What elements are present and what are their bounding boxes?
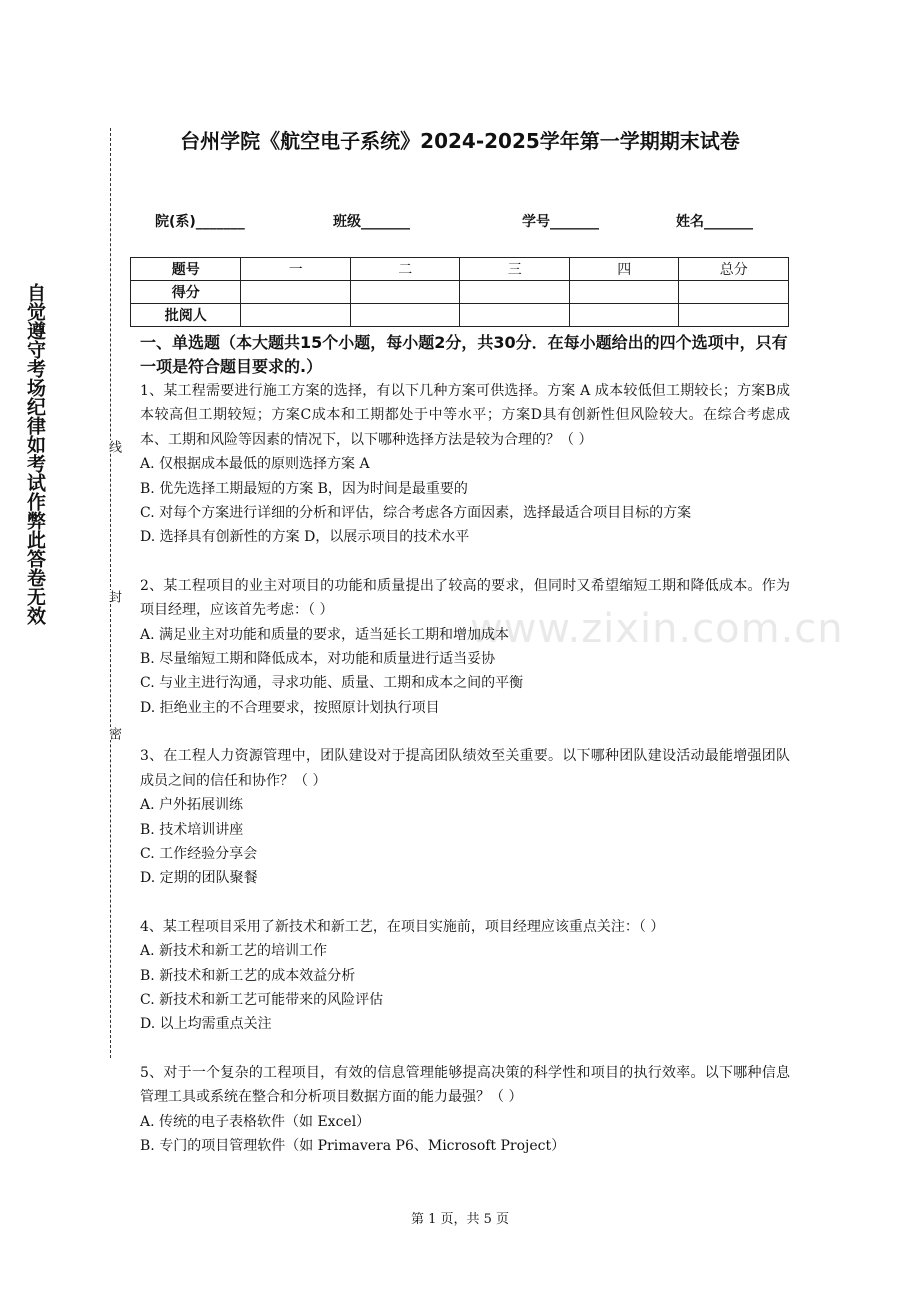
question-stem: 1、某工程需要进行施工方案的选择，有以下几种方案可供选择。方案 A 成本较低但工期较长；方案B成本较高但工期较短；方案C成本和工期都处于中等水平；方案D具有创新性但风险较大。在综合考虑成本、工期和风险等因素的情况下，以下哪种选择方法是较为合理的？（ ） <box>140 383 790 448</box>
question-stem: 2、某工程项目的业主对项目的功能和质量提出了较高的要求，但同时又希望缩短工期和降低成本。作为项目经理，应该首先考虑：（ ） <box>140 577 790 619</box>
student-id-field: 学号_______ <box>522 214 599 230</box>
score-row-label: 得分 <box>131 281 241 304</box>
class-field: 班级_______ <box>333 214 410 230</box>
score-table-row <box>131 304 789 327</box>
question-2 <box>140 574 790 720</box>
option-d: D. 拒绝业主的不合理要求，按照原计划执行项目 <box>140 699 440 716</box>
reviewer-cell[interactable] <box>460 304 570 327</box>
option-d: D. 以上均需重点关注 <box>140 1016 272 1033</box>
option-a: A. 仅根据成本最低的原则选择方案 A <box>140 456 370 473</box>
score-table-header-cell: 题号 <box>131 258 241 281</box>
option-c: C. 工作经验分享会 <box>140 845 258 862</box>
option-b: B. 专门的项目管理软件（如 Primavera P6、Microsoft Project） <box>140 1137 566 1154</box>
option-a: A. 新技术和新工艺的培训工作 <box>140 943 328 960</box>
question-stem: 5、对于一个复杂的工程项目，有效的信息管理能够提高决策的科学性和项目的执行效率。以下哪种信息管理工具或系统在整合和分析项目数据方面的能力最强？（ ） <box>140 1064 790 1106</box>
score-table-header-row <box>131 258 789 281</box>
option-b: B. 尽量缩短工期和降低成本，对功能和质量进行适当妥协 <box>140 651 496 668</box>
option-c: C. 对每个方案进行详细的分析和评估，综合考虑各方面因素，选择最适合项目目标的方案 <box>140 505 692 522</box>
option-b: B. 优先选择工期最短的方案 B，因为时间是最重要的 <box>140 480 468 497</box>
question-stem: 3、在工程人力资源管理中，团队建设对于提高团队绩效至关重要。以下哪种团队建设活动最能增强团队成员之间的信任和协作？（ ） <box>140 748 790 789</box>
option-d: D. 定期的团队聚餐 <box>140 870 258 887</box>
reviewer-cell[interactable] <box>679 304 789 327</box>
score-table <box>130 257 789 327</box>
question-5 <box>140 1061 790 1159</box>
exam-title: 台州学院《航空电子系统》2024-2025学年第一学期期末试卷 <box>180 129 740 153</box>
score-table-header-cell: 二 <box>350 258 460 281</box>
binding-mark-seal: 封 <box>106 590 121 603</box>
score-table-header-cell: 三 <box>460 258 570 281</box>
student-info-row <box>155 211 785 233</box>
option-b: B. 新技术和新工艺的成本效益分析 <box>140 967 356 984</box>
binding-mark-secret: 密 <box>106 727 121 740</box>
option-c: C. 新技术和新工艺可能带来的风险评估 <box>140 991 384 1008</box>
score-table-header-cell: 总分 <box>679 258 789 281</box>
reviewer-cell[interactable] <box>569 304 679 327</box>
option-a: A. 传统的电子表格软件（如 Excel） <box>140 1113 371 1130</box>
watermark-text: www.zixin.com.cn <box>470 606 844 652</box>
page-number: 第 1 页，共 5 页 <box>410 1212 510 1227</box>
score-cell[interactable] <box>569 281 679 304</box>
reviewer-cell[interactable] <box>350 304 460 327</box>
score-table-header-cell: 一 <box>241 258 351 281</box>
option-d: D. 选择具有创新性的方案 D，以展示项目的技术水平 <box>140 529 470 546</box>
question-3 <box>140 744 790 890</box>
exam-discipline-notice: 自觉遵守考场纪律如考试作弊此答卷无效 <box>24 283 46 625</box>
option-c: C. 与业主进行沟通，寻求功能、质量、工期和成本之间的平衡 <box>140 675 524 692</box>
score-cell[interactable] <box>460 281 570 304</box>
score-table-header-cell: 四 <box>569 258 679 281</box>
question-1 <box>140 379 790 550</box>
college-field: 院(系)_______ <box>155 214 245 230</box>
option-b: B. 技术培训讲座 <box>140 821 244 838</box>
binding-mark-line: 线 <box>106 440 121 453</box>
name-field: 姓名_______ <box>676 214 753 230</box>
section-heading: 一、单选题（本大题共15个小题，每小题2分，共30分．在每小题给出的四个选项中，只有一项是符合题目要求的.） <box>140 333 788 376</box>
exam-content <box>140 331 790 1158</box>
question-4 <box>140 915 790 1037</box>
option-a: A. 满足业主对功能和质量的要求，适当延长工期和增加成本 <box>140 626 510 643</box>
option-a: A. 户外拓展训练 <box>140 797 244 814</box>
score-cell[interactable] <box>241 281 351 304</box>
reviewer-cell[interactable] <box>241 304 351 327</box>
score-table-row <box>131 281 789 304</box>
score-cell[interactable] <box>350 281 460 304</box>
reviewer-row-label: 批阅人 <box>131 304 241 327</box>
question-stem: 4、某工程项目采用了新技术和新工艺，在项目实施前，项目经理应该重点关注：（ ） <box>140 918 665 935</box>
score-cell[interactable] <box>679 281 789 304</box>
